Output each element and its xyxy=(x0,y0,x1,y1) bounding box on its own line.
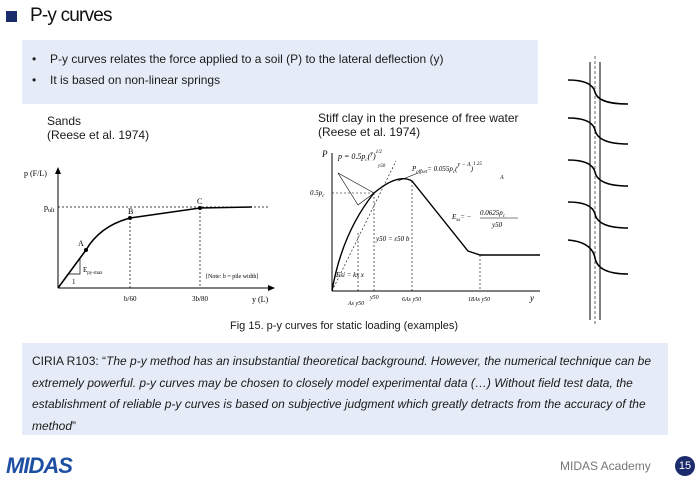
clay-p-axis-label: P xyxy=(322,149,328,159)
bullet-dot-icon: • xyxy=(32,52,37,66)
clay-y-axis-label: y xyxy=(530,293,534,303)
intro-bullet-panel xyxy=(22,40,538,104)
sands-point-a: A xyxy=(78,239,84,248)
sands-x-tick-b60: b/60 xyxy=(124,295,137,303)
page-title: P-y curves xyxy=(30,5,112,26)
footer-academy: MIDAS Academy xyxy=(560,459,651,473)
clay-heading-ref: (Reese et al. 1974) xyxy=(318,125,421,139)
bullet-text: It is based on non-linear springs xyxy=(50,73,221,87)
clay-eq-offset-den: A xyxy=(500,175,504,181)
spring-curve xyxy=(568,160,628,186)
sands-slope-label: $E_{py-max}$ xyxy=(83,266,103,276)
clay-py-figure xyxy=(308,143,550,313)
sands-point-b-marker xyxy=(128,216,132,220)
clay-heading xyxy=(318,111,519,139)
spring-curve xyxy=(568,118,628,144)
sands-ylabel: p (F/L) xyxy=(24,169,47,178)
pile-springs-diagram xyxy=(562,52,642,330)
sands-slope-one: 1 xyxy=(72,278,76,286)
bullet-item xyxy=(32,52,444,66)
sands-point-c: C xyxy=(197,197,203,206)
quote-text xyxy=(32,351,662,437)
clay-ess-num: $0.0625p_c$ xyxy=(480,209,505,219)
sands-point-b: B xyxy=(128,207,134,216)
sands-heading-line: Sands xyxy=(47,114,82,128)
quote-prefix: CIRIA R103: “ xyxy=(32,354,107,368)
sands-py-figure xyxy=(20,160,290,310)
clay-half-pc: $0.5p_c$ xyxy=(310,189,325,199)
sands-pult-label: $p_{ult}$ xyxy=(44,203,55,214)
sands-xlabel: y (L) xyxy=(252,295,269,304)
sands-point-a-marker xyxy=(84,248,88,252)
pile-spring-curves xyxy=(568,80,628,274)
clay-eq-offset: $P_{offset}= 0.055p_c(y - A)^{1.25}$ xyxy=(412,162,482,175)
clay-ess-eq: $E_{ss}=$ − xyxy=(452,213,472,223)
bullet-dot-icon: • xyxy=(32,73,37,87)
sands-point-c-marker xyxy=(198,206,202,210)
sands-note: [Note: b = pile width] xyxy=(206,274,259,280)
sands-heading-ref: (Reese et al. 1974) xyxy=(47,128,150,142)
title-bullet-square xyxy=(6,11,17,22)
clay-tick-as-y50: As y50 xyxy=(348,301,365,307)
sands-x-tick-3b80: 3b/80 xyxy=(192,295,208,303)
clay-eq-top: $p = 0.5p_c(^y)^{1/2}$ xyxy=(338,150,383,163)
sands-x-arrow-icon xyxy=(268,285,275,291)
spring-curve xyxy=(568,240,628,274)
sands-y-arrow-icon xyxy=(55,167,61,174)
clay-heading-line: Stiff clay in the presence of free water xyxy=(318,111,519,125)
spring-curve xyxy=(568,80,628,104)
clay-tick-6as: 6As y50 xyxy=(402,297,422,303)
bullet-text: P-y curves relates the force applied to a soil (P) to the lateral deflection (y) xyxy=(50,52,444,66)
spring-curve xyxy=(568,202,628,228)
page-number-badge: 15 xyxy=(675,456,695,476)
clay-tick-y50: y50 xyxy=(370,295,379,301)
clay-ess-den: y50 xyxy=(492,221,503,229)
quote-body: The p-y method has an insubstantial theoretical background. However, the numerical technique can be extremely powerful. p-y curves may be chosen to closely model experimental data (…) Without field test data, the establishment of reliable p-y curves is based on subjective judgment which greatly detracts from the accuracy of the method xyxy=(32,354,652,433)
quote-suffix: ” xyxy=(72,418,77,433)
sands-heading xyxy=(47,114,149,142)
midas-logo: MIDAS xyxy=(6,453,72,478)
figure-caption: Fig 15. p-y curves for static loading (examples) xyxy=(230,320,459,332)
ciria-quote-panel xyxy=(22,343,668,435)
bullet-item xyxy=(32,73,220,87)
clay-tick-18as: 18As y50 xyxy=(468,297,491,303)
clay-eq-top-den: y50 xyxy=(378,164,386,169)
clay-esi-eq: Esi = ks x xyxy=(336,271,364,279)
clay-y50-eq: y50 = ε50 b xyxy=(376,235,410,243)
